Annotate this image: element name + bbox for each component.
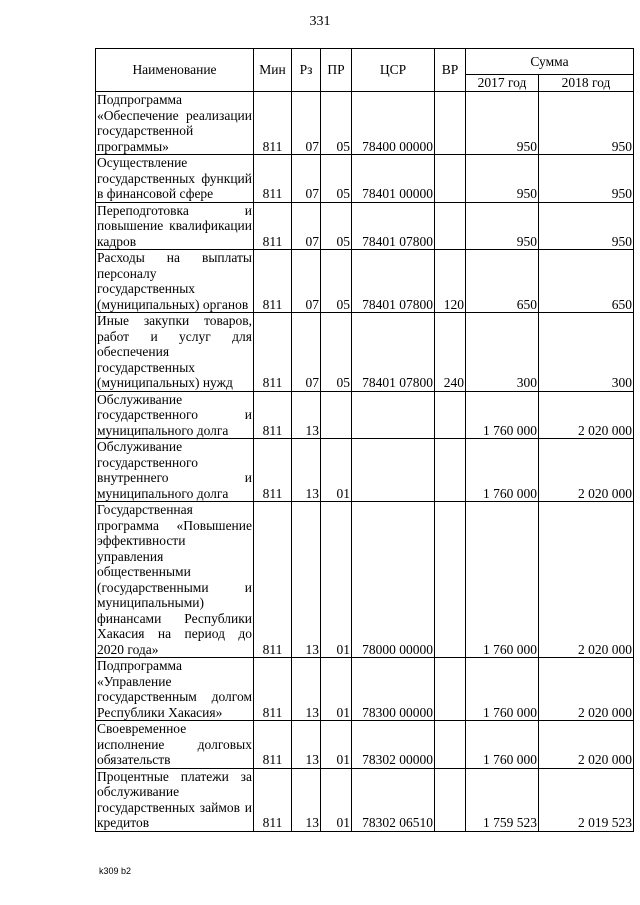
row-pr: 01	[321, 439, 352, 502]
row-csr: 78401 07800	[352, 313, 435, 392]
header-vr: ВР	[435, 49, 466, 92]
row-sum-2018: 300	[539, 313, 634, 392]
row-sum-2017: 650	[466, 250, 539, 313]
row-pr: 05	[321, 313, 352, 392]
row-pr: 01	[321, 721, 352, 769]
header-name: Наименование	[96, 49, 254, 92]
row-vr	[435, 92, 466, 155]
row-name: Подпрограмма «Обеспечение реализации государственной программы»	[97, 92, 252, 154]
row-sum-2017: 950	[466, 155, 539, 203]
header-year-2018: 2018 год	[539, 75, 634, 92]
table-row	[96, 439, 634, 502]
table-row	[96, 250, 634, 313]
row-min: 811	[254, 92, 292, 155]
row-rz: 07	[292, 155, 321, 203]
row-sum-2017: 1 760 000	[466, 658, 539, 721]
row-name: Расходы на выплаты персоналу государственных (муниципальных) органов	[97, 250, 252, 312]
row-csr: 78302 00000	[352, 721, 435, 769]
footer-code: k309 b2	[99, 866, 132, 876]
row-name: Процентные платежи за обслуживание государственных займов и кредитов	[97, 768, 252, 830]
row-vr	[435, 155, 466, 203]
header-rz: Рз	[292, 49, 321, 92]
row-csr: 78302 06510	[352, 768, 435, 831]
table-row	[96, 658, 634, 721]
row-csr: 78401 00000	[352, 155, 435, 203]
row-sum-2017: 1 760 000	[466, 502, 539, 658]
row-rz: 07	[292, 313, 321, 392]
row-pr	[321, 391, 352, 439]
row-name: Обслуживание государственного и муниципального долга	[97, 391, 252, 438]
row-sum-2017: 300	[466, 313, 539, 392]
row-name: Государственная программа «Повышение эффективности управления общественными (государственными и муниципальными) финансами Республики Хакасия на период до 2020 года»	[97, 502, 252, 657]
row-rz: 13	[292, 721, 321, 769]
row-min: 811	[254, 658, 292, 721]
table-row	[96, 768, 634, 831]
row-vr: 240	[435, 313, 466, 392]
row-min: 811	[254, 155, 292, 203]
row-sum-2017: 1 760 000	[466, 391, 539, 439]
table-row	[96, 391, 634, 439]
row-name: Своевременное исполнение долговых обязательств	[97, 721, 252, 767]
table-row	[96, 202, 634, 250]
row-rz: 07	[292, 202, 321, 250]
row-sum-2018: 2 020 000	[539, 721, 634, 769]
row-name: Обслуживание государственного внутреннего и муниципального долга	[97, 439, 252, 501]
row-min: 811	[254, 439, 292, 502]
row-name: Осуществление государственных функций в финансовой сфере	[97, 155, 252, 201]
header-csr: ЦСР	[352, 49, 435, 92]
row-name: Переподготовка и повышение квалификации кадров	[97, 202, 252, 249]
row-sum-2018: 650	[539, 250, 634, 313]
row-sum-2018: 2 020 000	[539, 502, 634, 658]
row-min: 811	[254, 313, 292, 392]
row-csr: 78000 00000	[352, 502, 435, 658]
row-rz: 13	[292, 391, 321, 439]
row-sum-2018: 2 020 000	[539, 391, 634, 439]
header-year-2017: 2017 год	[466, 75, 539, 92]
row-sum-2018: 2 019 523	[539, 768, 634, 831]
row-rz: 07	[292, 92, 321, 155]
header-row	[96, 49, 634, 75]
row-csr: 78400 00000	[352, 92, 435, 155]
row-vr	[435, 768, 466, 831]
row-vr: 120	[435, 250, 466, 313]
budget-table	[95, 48, 634, 832]
header-pr: ПР	[321, 49, 352, 92]
row-vr	[435, 202, 466, 250]
row-sum-2017: 950	[466, 92, 539, 155]
row-csr: 78300 00000	[352, 658, 435, 721]
row-vr	[435, 502, 466, 658]
row-sum-2018: 2 020 000	[539, 439, 634, 502]
row-name: Иные закупки товаров, работ и услуг для обеспечения государственных (муниципальных) нужд	[97, 313, 252, 390]
row-sum-2018: 950	[539, 92, 634, 155]
row-sum-2017: 1 760 000	[466, 721, 539, 769]
row-min: 811	[254, 391, 292, 439]
row-min: 811	[254, 250, 292, 313]
row-pr: 05	[321, 202, 352, 250]
row-pr: 05	[321, 250, 352, 313]
row-sum-2017: 950	[466, 202, 539, 250]
header-sum: Сумма	[466, 49, 634, 75]
row-rz: 13	[292, 768, 321, 831]
row-pr: 01	[321, 658, 352, 721]
row-pr: 05	[321, 155, 352, 203]
row-csr	[352, 391, 435, 439]
row-rz: 13	[292, 439, 321, 502]
row-min: 811	[254, 502, 292, 658]
table-row	[96, 721, 634, 769]
row-vr	[435, 721, 466, 769]
row-vr	[435, 439, 466, 502]
row-pr: 01	[321, 768, 352, 831]
header-min: Мин	[254, 49, 292, 92]
row-min: 811	[254, 768, 292, 831]
row-pr: 01	[321, 502, 352, 658]
table-row	[96, 92, 634, 155]
row-vr	[435, 391, 466, 439]
row-csr: 78401 07800	[352, 202, 435, 250]
row-vr	[435, 658, 466, 721]
row-name: Подпрограмма «Управление государственным долгом Республики Хакасия»	[97, 658, 252, 720]
row-pr: 05	[321, 92, 352, 155]
row-csr	[352, 439, 435, 502]
row-rz: 07	[292, 250, 321, 313]
table-row	[96, 155, 634, 203]
row-sum-2018: 950	[539, 202, 634, 250]
row-sum-2018: 2 020 000	[539, 658, 634, 721]
table-row	[96, 313, 634, 392]
page-number: 331	[309, 14, 331, 29]
row-csr: 78401 07800	[352, 250, 435, 313]
row-sum-2018: 950	[539, 155, 634, 203]
row-rz: 13	[292, 502, 321, 658]
row-sum-2017: 1 760 000	[466, 439, 539, 502]
row-sum-2017: 1 759 523	[466, 768, 539, 831]
table-row	[96, 502, 634, 658]
row-min: 811	[254, 721, 292, 769]
row-min: 811	[254, 202, 292, 250]
row-rz: 13	[292, 658, 321, 721]
